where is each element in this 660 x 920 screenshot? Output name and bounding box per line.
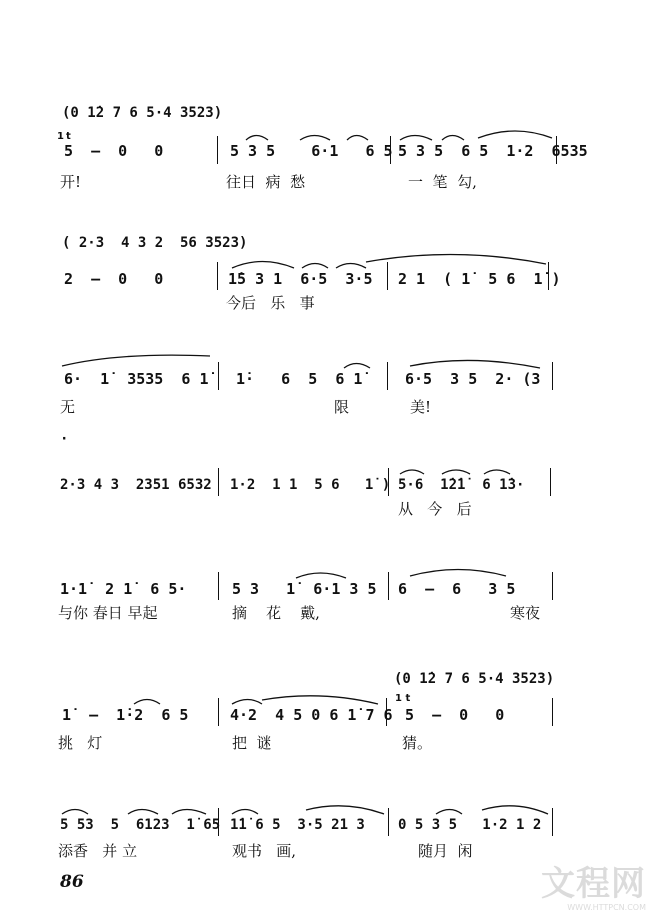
measure: 2 — 0 0: [64, 270, 164, 288]
intro-phrase: (0 1̇2 7 6 5·4 3523): [62, 105, 223, 121]
slur: [347, 136, 368, 141]
slur: [442, 136, 464, 141]
slur: [62, 355, 210, 366]
slur: [410, 360, 540, 368]
slur: [400, 470, 424, 474]
slur: [134, 700, 160, 705]
slur: [62, 810, 88, 815]
lyric: 把 谜: [232, 734, 272, 752]
measure: 6 — 6 3 5: [398, 580, 516, 598]
slur: [336, 264, 366, 269]
lyric: 无: [60, 398, 76, 416]
slur: [302, 264, 328, 269]
lyric: 美!: [410, 398, 432, 416]
lyric: 限: [334, 398, 350, 416]
measure: 6· 1̇ 3535 6 1̇: [64, 370, 209, 388]
slur: [232, 262, 294, 269]
measure: 1̇· 6 5 6 1̇: [236, 370, 363, 388]
lyric: 一 笔 勾,: [408, 173, 477, 191]
lyric: 随月 闲: [418, 842, 473, 860]
intro-phrase: ( 2·3 4 3 2 56 3523): [62, 235, 248, 251]
slur: [306, 806, 384, 814]
slur: [128, 810, 158, 815]
dot-mark: ·: [60, 431, 69, 447]
lyric: 开!: [60, 173, 82, 191]
measure: 5 3 5 6 5 1·2 6535: [398, 142, 588, 160]
slur: [442, 470, 470, 474]
measure: 1̇ — 1̇·2 6 5: [62, 706, 189, 724]
slur: [436, 810, 462, 815]
slur: [478, 131, 552, 138]
lyric: 从 今 后: [398, 500, 472, 518]
grace-note: 1 t: [395, 693, 411, 704]
measure: 1̇5 3 1 6·5 3·5: [228, 270, 373, 288]
measure: 1·1̇ 2 1̇ 6 5·: [60, 580, 187, 598]
lyric: 往日 病 愁: [226, 173, 306, 191]
slur: [300, 136, 330, 141]
measure: 5·6 1̇2̇1̇ 6 1̇3·: [398, 477, 525, 493]
grace-note: 1 t: [57, 131, 71, 142]
slur: [246, 136, 268, 141]
slur: [172, 810, 206, 815]
measure: 6·5 3 5 2· (3: [405, 370, 541, 388]
slur: [232, 810, 258, 815]
measure: 1·2 1 1 5 6 1̇ ): [230, 477, 391, 493]
slur: [262, 696, 378, 704]
lyric: 与你 春日 早起: [58, 604, 158, 622]
watermark-url: WWW.HTTPCN.COM: [567, 903, 646, 912]
slur: [400, 136, 432, 141]
slur: [344, 364, 370, 369]
measure: 5 3 1̇ 6·1 3 5: [232, 580, 377, 598]
slur: [482, 806, 548, 814]
lyric: 猜。: [402, 734, 433, 752]
watermark-logo: 文程网: [541, 864, 646, 904]
lyric: 今后 乐 事: [226, 294, 315, 312]
measure: 5 53 5 6123 1̇ 65: [60, 817, 221, 833]
lyric: 观书 画,: [232, 842, 297, 860]
measure: 2 1 ( 1̇ 5 6 1̇ ): [398, 270, 561, 288]
lyric: 添香 并 立: [58, 842, 138, 860]
lyric: 寒夜: [510, 604, 541, 622]
measure: 4·2 4 5 0 6 1̇ 7 6: [230, 706, 393, 724]
intro-phrase: (0 1̇2 7 6 5·4 3523): [394, 671, 555, 687]
measure: 5 — 0 0: [64, 142, 164, 160]
lyric: 挑 灯: [58, 734, 103, 752]
slur: [484, 470, 510, 474]
watermark: [541, 856, 646, 912]
slur: [410, 570, 506, 577]
page-number: 86: [60, 872, 84, 892]
measure: 5 3 5 6·1 6 5: [230, 142, 393, 160]
measure: 5 — 0 0: [405, 706, 505, 724]
slur: [232, 700, 262, 705]
measure: 1̇1̇ 6 5 3·5 21 3: [230, 817, 365, 833]
slur: [296, 573, 346, 578]
measure: 2·3 4 3 2351 6532: [60, 477, 212, 493]
slur: [366, 254, 546, 264]
measure: 0 5 3 5 1·2 1 2: [398, 817, 542, 833]
lyric: 摘 花 戴,: [232, 604, 320, 622]
